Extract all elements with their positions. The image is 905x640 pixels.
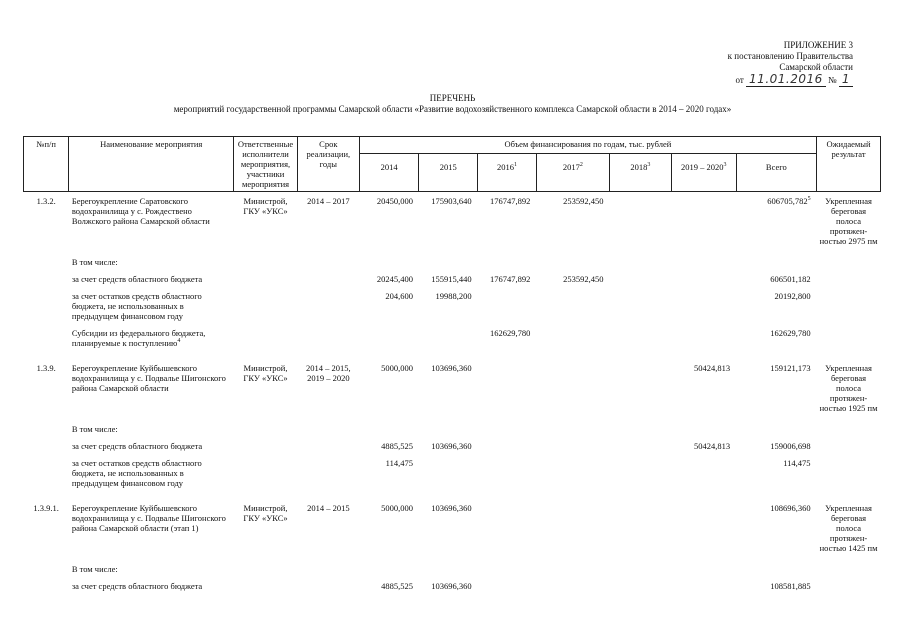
- row-result: [817, 435, 881, 452]
- col-header-funding: Объем финансирования по годам, тыс. рублей: [359, 137, 816, 154]
- row-num: 1.3.9.: [36, 363, 56, 373]
- col-header-2014: 2014: [359, 154, 419, 192]
- row-value-2018: [609, 349, 671, 414]
- row-responsible: [234, 322, 298, 349]
- document-heading: ПЕРЕЧЕНЬ: [429, 93, 476, 103]
- col-header-2018: 2018$^3$: [609, 154, 671, 192]
- row-result: [817, 575, 881, 592]
- row-responsible: [234, 435, 298, 452]
- row-value-2019-2020: [671, 414, 736, 435]
- row-value-2014: 4885,525: [381, 581, 413, 591]
- row-num: [24, 575, 69, 592]
- row-term: [297, 435, 359, 452]
- row-value-2015: 103696,360: [431, 581, 472, 591]
- table-row: [24, 414, 881, 435]
- row-value-total: 114,475: [783, 458, 811, 468]
- row-value-2018: [609, 268, 671, 285]
- row-result: [817, 247, 881, 268]
- col-header-num: №п/п: [24, 137, 69, 192]
- row-value-2017: 253592,450: [563, 274, 604, 284]
- row-name: Субсидии из федерального бюджета, планируемые к поступлению$^4$: [71, 328, 206, 348]
- row-term: [297, 575, 359, 592]
- table-row: [24, 575, 881, 592]
- row-num: [24, 268, 69, 285]
- row-value-2018: [609, 489, 671, 554]
- row-name: за счет средств областного бюджета: [71, 441, 203, 451]
- row-value-2019-2020: [671, 247, 736, 268]
- row-name: Берегоукрепление Куйбышевского водохранилища у с. Подвалье Шигонского района Самарской области: [71, 363, 226, 393]
- row-name: за счет средств областного бюджета: [71, 581, 203, 591]
- row-responsible: [234, 285, 298, 322]
- row-value-2015: 175903,640: [431, 196, 472, 206]
- row-value-2014: [359, 414, 419, 435]
- table-row: [24, 349, 881, 414]
- row-responsible: [234, 452, 298, 489]
- row-value-2017: 253592,450: [563, 196, 604, 206]
- row-value-2018: [609, 452, 671, 489]
- appendix-title: ПРИЛОЖЕНИЕ 3: [783, 40, 853, 50]
- table-row: [24, 452, 881, 489]
- row-value-2014: 20245,400: [376, 274, 413, 284]
- row-value-total: 606501,182: [770, 274, 811, 284]
- row-value-2017: [536, 349, 609, 414]
- row-value-2015: [419, 247, 478, 268]
- row-value-total: 108696,360: [770, 503, 811, 513]
- row-value-total: [736, 247, 816, 268]
- table-header-row: [24, 137, 881, 154]
- row-value-2017: [536, 322, 609, 349]
- row-value-2019-2020: [671, 554, 736, 575]
- row-value-2018: [609, 192, 671, 248]
- row-term: [297, 247, 359, 268]
- row-name: за счет остатков средств областного бюджета, не использованных в предыдущем финансовом году: [71, 458, 202, 488]
- row-value-2019-2020: [671, 489, 736, 554]
- row-responsible: Министрой, ГКУ «УКС»: [243, 363, 288, 383]
- row-value-2015: [419, 452, 478, 489]
- row-value-2016: [478, 349, 537, 414]
- row-term: [297, 554, 359, 575]
- row-value-2016: [478, 489, 537, 554]
- row-term: 2014 – 2015, 2019 – 2020: [306, 363, 351, 383]
- row-result: [817, 414, 881, 435]
- row-term: 2014 – 2015: [307, 503, 350, 513]
- row-value-2015: 155915,440: [431, 274, 472, 284]
- row-value-2014: 20450,000: [376, 196, 413, 206]
- row-value-total: 159006,698: [770, 441, 811, 451]
- row-num: [24, 247, 69, 268]
- row-responsible: [234, 414, 298, 435]
- row-value-total: 606705,782$^5$: [767, 196, 811, 206]
- row-name: Берегоукрепление Саратовского водохранилища у с. Рождествено Волжского района Самарской области: [71, 196, 210, 226]
- row-value-total: 20192,800: [774, 291, 811, 301]
- row-value-2019-2020: 50424,813: [694, 363, 731, 373]
- row-term: [297, 268, 359, 285]
- row-value-total: 108581,885: [770, 581, 811, 591]
- table-row: [24, 322, 881, 349]
- table-row: [24, 268, 881, 285]
- row-result: [817, 268, 881, 285]
- row-value-2016: [478, 414, 537, 435]
- table-row: [24, 489, 881, 554]
- row-value-2017: [536, 285, 609, 322]
- row-name: за счет остатков средств областного бюджета, не использованных в предыдущем финансовом году: [71, 291, 202, 321]
- row-value-total: 159121,173: [770, 363, 811, 373]
- row-value-2016: 176747,892: [489, 274, 531, 284]
- row-value-2016: [478, 285, 537, 322]
- row-value-2014: 5000,000: [381, 503, 413, 513]
- row-value-2017: [536, 489, 609, 554]
- row-num: [24, 554, 69, 575]
- program-table: [23, 136, 881, 592]
- row-value-2015: [419, 554, 478, 575]
- document-subheading: мероприятий государственной программы Самарской области «Развитие водохозяйственного комплекса Самарской области в 2014 – 2020 годах»: [173, 104, 732, 114]
- row-term: [297, 452, 359, 489]
- row-value-2016: [478, 452, 537, 489]
- row-value-2018: [609, 247, 671, 268]
- row-value-2015: 103696,360: [431, 441, 472, 451]
- appendix-date-line: [683, 74, 853, 86]
- row-value-2015: [419, 322, 478, 349]
- row-value-2019-2020: [671, 575, 736, 592]
- row-value-2014: 4885,525: [381, 441, 413, 451]
- row-value-2016: 162629,780: [489, 328, 531, 338]
- row-num: [24, 452, 69, 489]
- appendix-line-2: к постановлению Правительства: [727, 51, 853, 61]
- row-value-2014: [359, 322, 419, 349]
- row-name: за счет средств областного бюджета: [71, 274, 203, 284]
- row-responsible: Министрой, ГКУ «УКС»: [243, 196, 288, 216]
- table-row: [24, 247, 881, 268]
- row-result: [817, 554, 881, 575]
- row-term: [297, 285, 359, 322]
- row-value-2018: [609, 285, 671, 322]
- table-row: [24, 192, 881, 248]
- row-name: В том числе:: [71, 257, 118, 267]
- row-responsible: [234, 247, 298, 268]
- row-num: 1.3.2.: [36, 196, 56, 206]
- row-value-2016: [478, 575, 537, 592]
- row-num: [24, 285, 69, 322]
- row-value-2018: [609, 575, 671, 592]
- row-num: [24, 414, 69, 435]
- row-value-2016: [478, 554, 537, 575]
- row-value-2016: 176747,892: [489, 196, 531, 206]
- row-value-2019-2020: [671, 268, 736, 285]
- row-value-2015: 103696,360: [431, 503, 472, 513]
- row-value-2018: [609, 435, 671, 452]
- col-header-2015: 2015: [419, 154, 478, 192]
- handwritten-date: 11.01.2016: [746, 72, 826, 87]
- row-term: [297, 322, 359, 349]
- row-responsible: [234, 575, 298, 592]
- row-value-2019-2020: 50424,813: [694, 441, 731, 451]
- col-header-responsible: Ответственные исполнители мероприятия, участники мероприятия: [234, 137, 298, 192]
- row-result: [817, 285, 881, 322]
- row-num: [24, 322, 69, 349]
- row-result: [817, 452, 881, 489]
- number-prefix: №: [828, 75, 837, 85]
- row-result: [817, 322, 881, 349]
- table-row: [24, 554, 881, 575]
- col-header-term: Срок реализации, годы: [297, 137, 359, 192]
- col-header-2019-2020: 2019 – 2020$^3$: [671, 154, 736, 192]
- row-responsible: Министрой, ГКУ «УКС»: [243, 503, 288, 523]
- row-value-2014: 5000,000: [381, 363, 413, 373]
- row-name: В том числе:: [71, 564, 118, 574]
- row-value-2014: [359, 247, 419, 268]
- appendix-line-3: Самарской области: [779, 62, 853, 72]
- row-value-2014: 114,475: [385, 458, 413, 468]
- row-value-2017: [536, 414, 609, 435]
- row-result: Укрепленная береговая полоса протяжен-ностью 1425 пм: [819, 503, 878, 553]
- col-header-2017: 2017$^2$: [536, 154, 609, 192]
- table-row: [24, 435, 881, 452]
- row-responsible: [234, 268, 298, 285]
- row-value-2019-2020: [671, 452, 736, 489]
- row-value-2016: [478, 435, 537, 452]
- col-header-2016: 2016$^1$: [478, 154, 537, 192]
- row-value-total: 162629,780: [770, 328, 811, 338]
- row-num: 1.3.9.1.: [33, 503, 59, 513]
- row-value-2015: 103696,360: [431, 363, 472, 373]
- row-value-2016: [478, 247, 537, 268]
- row-value-2018: [609, 414, 671, 435]
- row-value-2015: [419, 414, 478, 435]
- row-result: Укрепленная береговая полоса протяжен-ностью 1925 пм: [819, 363, 878, 413]
- table-row: [24, 285, 881, 322]
- row-value-total: [736, 554, 816, 575]
- row-name: Берегоукрепление Куйбышевского водохранилища у с. Подвалье Шигонского района Самарской области (этап 1): [71, 503, 226, 533]
- col-header-name: Наименование мероприятия: [69, 137, 234, 192]
- row-value-2014: [359, 554, 419, 575]
- date-prefix: от: [735, 75, 744, 85]
- row-value-2018: [609, 322, 671, 349]
- row-value-2017: [536, 435, 609, 452]
- row-value-2017: [536, 575, 609, 592]
- row-value-2017: [536, 554, 609, 575]
- row-value-2019-2020: [671, 285, 736, 322]
- row-value-2015: 19988,200: [435, 291, 472, 301]
- appendix-block: [683, 40, 853, 86]
- col-header-result: Ожидаемый результат: [817, 137, 881, 192]
- row-value-2019-2020: [671, 192, 736, 248]
- col-header-total: Всего: [736, 154, 816, 192]
- row-value-2017: [536, 452, 609, 489]
- row-term: 2014 – 2017: [307, 196, 350, 206]
- row-term: [297, 414, 359, 435]
- row-num: [24, 435, 69, 452]
- row-result: Укрепленная береговая полоса протяжен-ностью 2975 пм: [819, 196, 878, 246]
- row-name: В том числе:: [71, 424, 118, 434]
- row-value-2019-2020: [671, 322, 736, 349]
- row-value-2017: [536, 247, 609, 268]
- row-value-2014: 204,600: [385, 291, 413, 301]
- handwritten-number: 1: [839, 72, 853, 87]
- row-responsible: [234, 554, 298, 575]
- row-value-2018: [609, 554, 671, 575]
- row-value-total: [736, 414, 816, 435]
